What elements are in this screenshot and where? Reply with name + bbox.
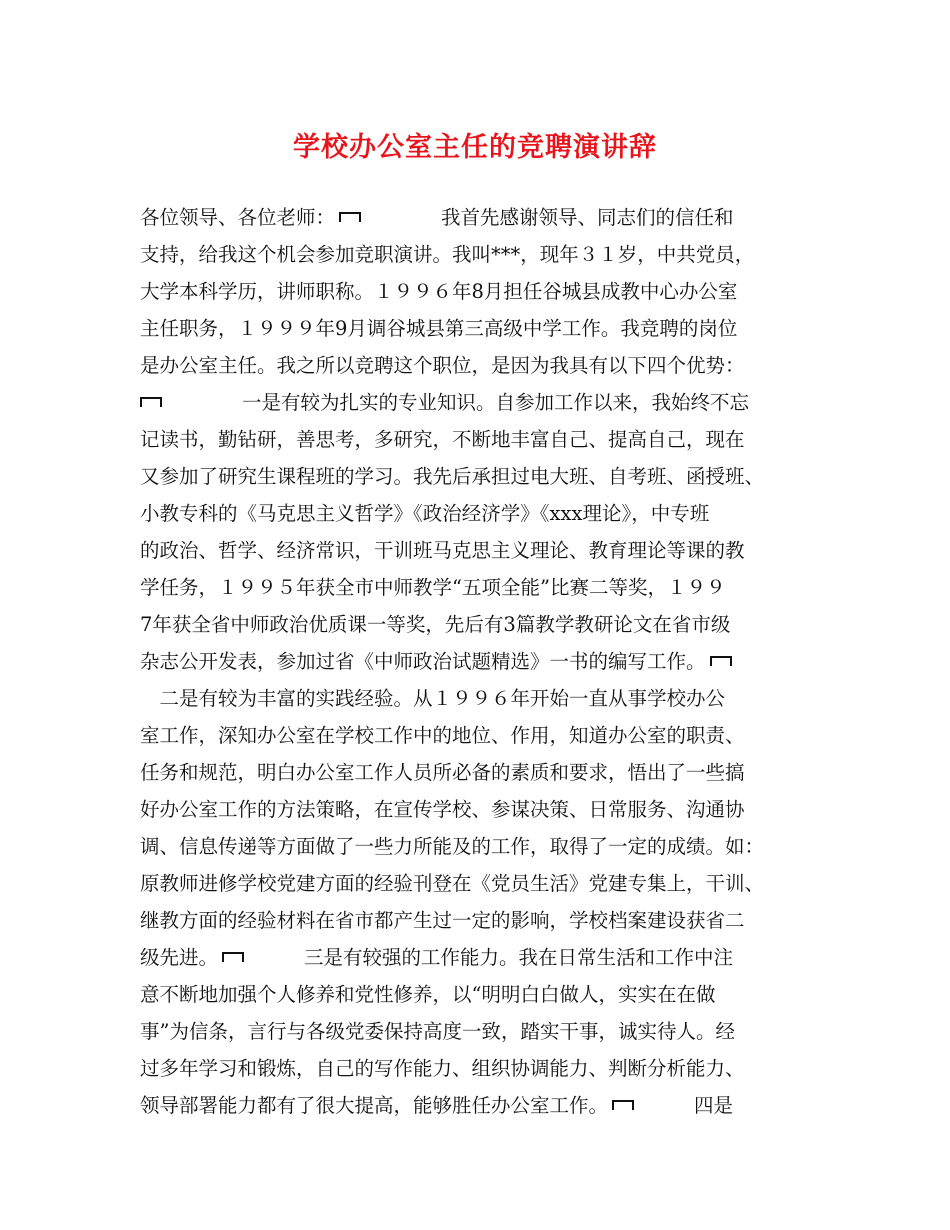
text-line bbox=[140, 537, 745, 565]
paragraph-mark-icon bbox=[339, 212, 361, 222]
text-segment: 事”为信条，言行与各级党委保持高度一致，踏实干事，诚实待人。经 bbox=[140, 1020, 735, 1043]
text-line bbox=[140, 685, 725, 713]
text-segment: 过多年学习和锻炼，自己的写作能力、组织协调能力、判断分析能力、 bbox=[140, 1057, 745, 1080]
text-segment: 级先进。 bbox=[140, 946, 219, 969]
text-line bbox=[140, 278, 737, 306]
text-line bbox=[140, 944, 733, 972]
text-segment: 好办公室工作的方法策略，在宣传学校、参谋决策、日常服务、沟通协 bbox=[140, 798, 745, 821]
text-segment: 的政治、哲学、经济常识，干训班马克思主义理论、教育理论等课的教 bbox=[140, 539, 745, 562]
text-line bbox=[140, 611, 730, 639]
text-line bbox=[140, 981, 715, 1009]
text-segment: 三是有较强的工作能力。我在日常生活和工作中注 bbox=[304, 946, 734, 969]
text-segment: 领导部署能力都有了很大提高，能够胜任办公室工作。 bbox=[140, 1094, 609, 1117]
text-line bbox=[140, 648, 732, 676]
text-segment: 大学本科学历，讲师职称。１９９６年8月担任谷城县成教中心办公室 bbox=[140, 280, 738, 303]
text-segment: 支持，给我这个机会参加竞职演讲。我叫***，现年３１岁，中共党员， bbox=[140, 243, 755, 266]
text-line bbox=[140, 1092, 733, 1120]
text-line bbox=[140, 1055, 745, 1083]
text-line bbox=[140, 870, 764, 898]
text-segment: 是办公室主任。我之所以竞聘这个职位，是因为我具有以下四个优势： bbox=[140, 354, 745, 377]
text-line bbox=[140, 796, 745, 824]
paragraph-mark-icon bbox=[140, 397, 162, 407]
text-segment: 又参加了研究生课程班的学习。我先后承担过电大班、自考班、函授班、 bbox=[140, 465, 765, 488]
text-segment: 继教方面的经验材料在省市都产生过一定的影响，学校档案建设获省二 bbox=[140, 909, 745, 932]
text-line bbox=[140, 463, 764, 491]
text-line bbox=[140, 204, 734, 232]
text-line bbox=[140, 1018, 735, 1046]
text-line bbox=[140, 500, 709, 528]
text-line bbox=[140, 574, 725, 602]
text-line bbox=[140, 315, 737, 343]
text-segment: 各位领导、各位老师： bbox=[140, 206, 336, 229]
text-segment: 一是有较为扎实的专业知识。自参加工作以来，我始终不忘 bbox=[242, 391, 750, 414]
text-segment: 我首先感谢领导、同志们的信任和 bbox=[441, 206, 734, 229]
text-line bbox=[140, 426, 745, 454]
paragraph-mark-icon bbox=[612, 1100, 634, 1110]
text-line bbox=[140, 907, 745, 935]
text-segment: 二是有较为丰富的实践经验。从１９９６年开始一直从事学校办公 bbox=[140, 687, 726, 710]
text-segment: 杂志公开发表，参加过省《中师政治试题精选》一书的编写工作。 bbox=[140, 650, 706, 673]
text-segment: 室工作，深知办公室在学校工作中的地位、作用，知道办公室的职责、 bbox=[140, 724, 745, 747]
text-segment: 小教专科的《马克思主义哲学》《政治经济学》《xxx理论》，中专班 bbox=[140, 502, 710, 525]
text-segment: 主任职务，１９９９年9月调谷城县第三高级中学工作。我竞聘的岗位 bbox=[140, 317, 738, 340]
text-segment: 7年获全省中师政治优质课一等奖，先后有3篇教学教研论文在省市级 bbox=[140, 613, 731, 636]
text-segment: 意不断地加强个人修养和党性修养，以“明明白白做人，实实在在做 bbox=[140, 983, 716, 1006]
text-line bbox=[140, 722, 745, 750]
text-line bbox=[140, 389, 749, 417]
paragraph-mark-icon bbox=[222, 952, 244, 962]
text-line bbox=[140, 352, 745, 380]
text-segment: 调、信息传递等方面做了一些力所能及的工作，取得了一定的成绩。如： bbox=[140, 835, 765, 858]
text-line bbox=[140, 759, 745, 787]
text-segment: 记读书，勤钻研，善思考，多研究，不断地丰富自己、提高自己，现在 bbox=[140, 428, 745, 451]
paragraph-mark-icon bbox=[710, 656, 732, 666]
text-segment: 任务和规范，明白办公室工作人员所必备的素质和要求，悟出了一些搞 bbox=[140, 761, 745, 784]
text-segment: 四是 bbox=[694, 1094, 734, 1117]
text-line bbox=[140, 241, 754, 269]
document-title: 学校办公室主任的竞聘演讲辞 bbox=[293, 132, 657, 163]
text-line bbox=[140, 833, 764, 861]
text-segment: 学任务，１９９５年获全市中师教学“五项全能”比赛二等奖，１９９ bbox=[140, 576, 726, 599]
text-segment: 原教师进修学校党建方面的经验刊登在《党员生活》党建专集上，干训、 bbox=[140, 872, 765, 895]
